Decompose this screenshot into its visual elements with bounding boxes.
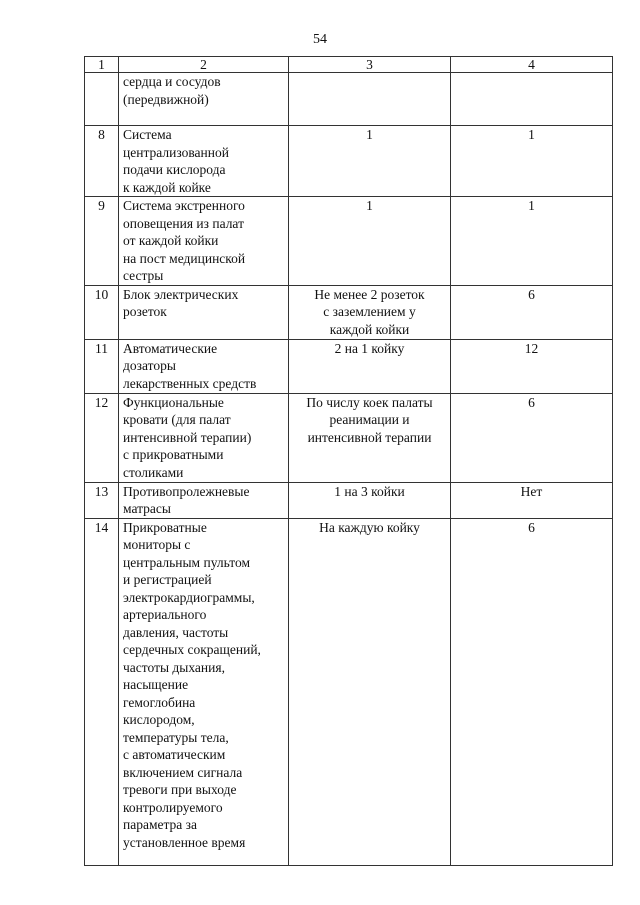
row-number-cell: 12 [85,393,119,482]
count-cell: 6 [451,518,613,865]
item-name-cell: Блок электрических розеток [119,285,289,339]
table-row [85,197,613,286]
quantity-cell: 1 на 3 койки [289,482,451,518]
table-row [85,285,613,339]
table-row [85,126,613,197]
item-name-cell: Противопролежневые матрасы [119,482,289,518]
row-number-cell: 14 [85,518,119,865]
row-number-cell: 10 [85,285,119,339]
table-row [85,339,613,393]
table-row [85,482,613,518]
count-cell: 1 [451,197,613,286]
quantity-cell: По числу коек палаты реанимации и интенсивной терапии [289,393,451,482]
row-number-cell: 13 [85,482,119,518]
count-cell [451,73,613,126]
quantity-cell [289,73,451,126]
item-name-cell: Автоматические дозаторы лекарственных средств [119,339,289,393]
table-header-cell: 2 [119,57,289,73]
table-header-cell: 3 [289,57,451,73]
count-cell: Нет [451,482,613,518]
item-name-cell: сердца и сосудов (передвижной) [119,73,289,126]
quantity-cell: 1 [289,197,451,286]
item-name-cell: Прикроватные мониторы с центральным пультом и регистрацией электрокардиограммы, артериального давления, частоты сердечных сокращений, частоты дыхания, насыщение гемоглобина кислородом, температуры тела, с автоматическим включением сигнала тревоги при выходе контролируемого параметра за установленное время [119,518,289,865]
item-name-cell: Система централизованной подачи кислорода к каждой койке [119,126,289,197]
count-cell: 6 [451,285,613,339]
table-header-cell: 1 [85,57,119,73]
quantity-cell: 2 на 1 койку [289,339,451,393]
table-header-row [85,57,613,73]
quantity-cell: На каждую койку [289,518,451,865]
count-cell: 6 [451,393,613,482]
quantity-cell: 1 [289,126,451,197]
row-number-cell: 11 [85,339,119,393]
row-number-cell: 8 [85,126,119,197]
quantity-cell: Не менее 2 розеток с заземлением у каждой койки [289,285,451,339]
table-header-cell: 4 [451,57,613,73]
equipment-table [84,56,613,866]
table-row [85,73,613,126]
row-number-cell [85,73,119,126]
page-number: 54 [313,32,327,47]
row-number-cell: 9 [85,197,119,286]
item-name-cell: Функциональные кровати (для палат интенсивной терапии) с прикроватными столиками [119,393,289,482]
table-row [85,518,613,865]
table-row [85,393,613,482]
count-cell: 1 [451,126,613,197]
count-cell: 12 [451,339,613,393]
item-name-cell: Система экстренного оповещения из палат от каждой койки на пост медицинской сестры [119,197,289,286]
